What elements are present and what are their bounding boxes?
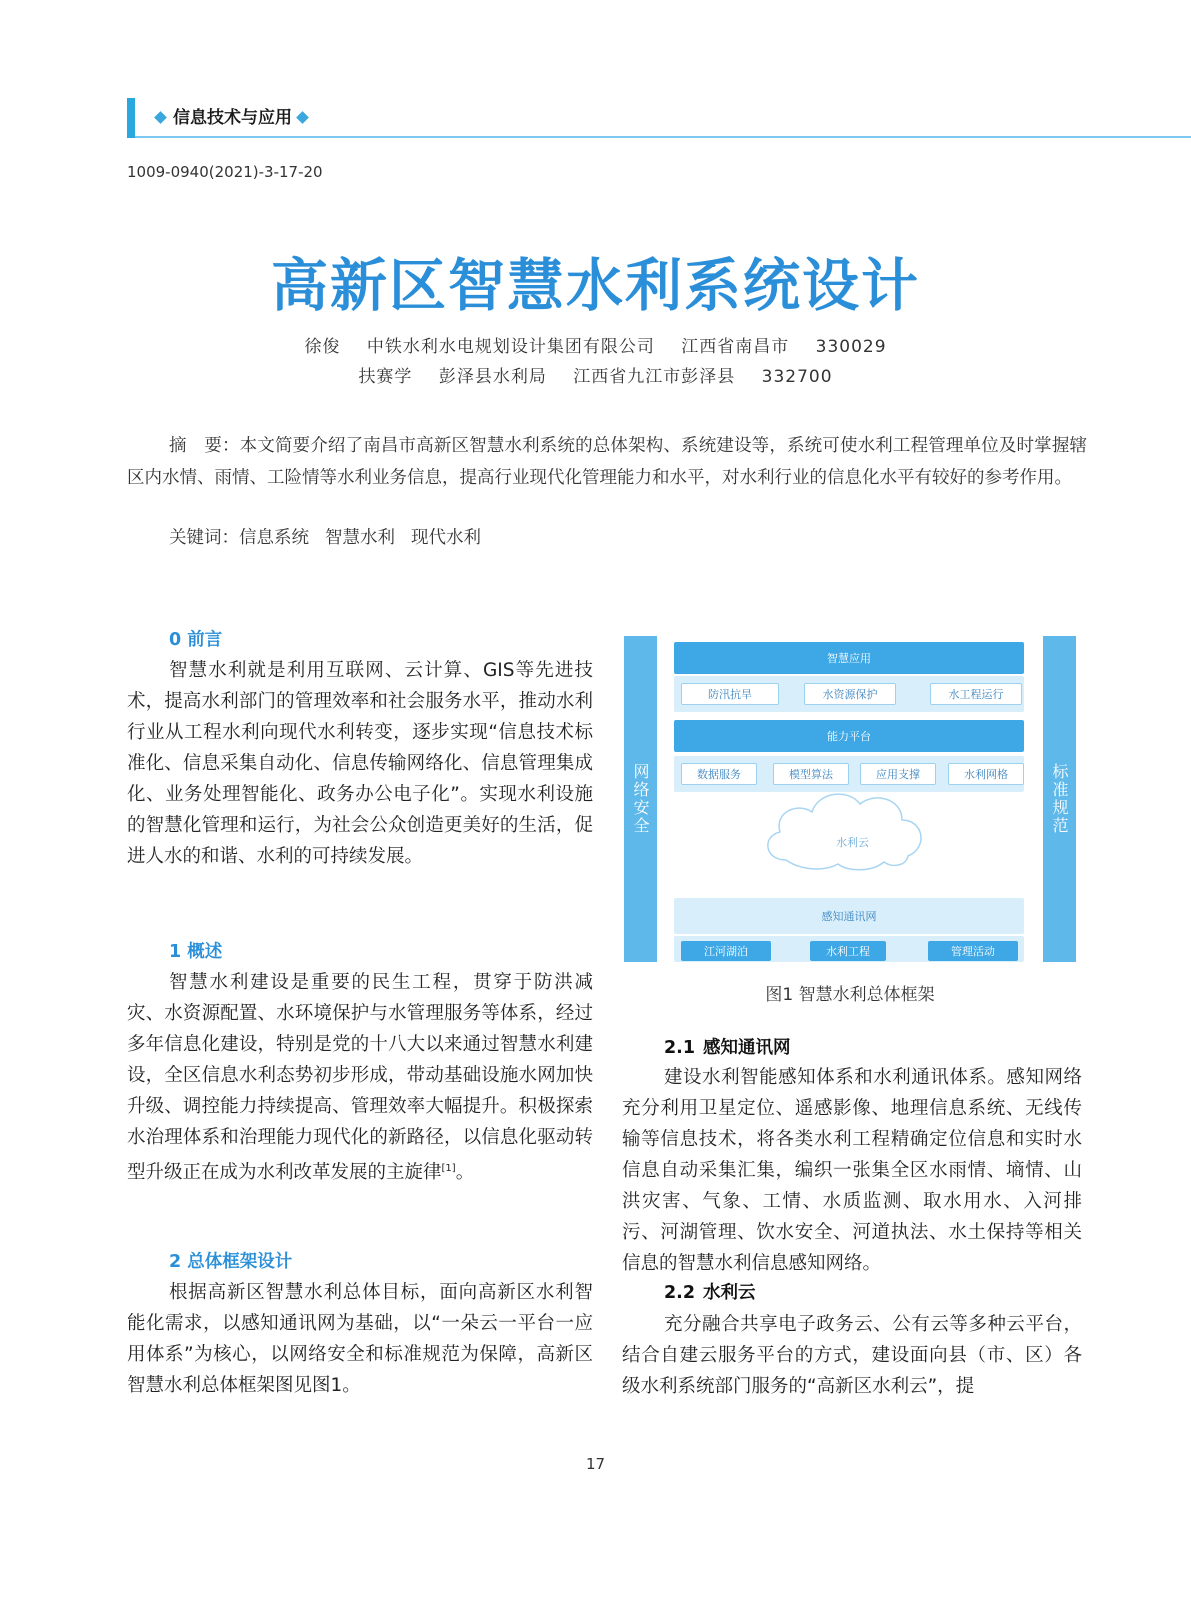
- network-item: 水利工程: [810, 941, 886, 961]
- framework-figure: [624, 636, 1076, 964]
- subsection-body: 建设水利智能感知体系和水利通讯体系。感知网络充分利用卫星定位、遥感影像、地理信息系统、无线传输等信息技术，将各类水利工程精确定位信息和实时水信息自动采集汇集，编织一张集全区水雨情、墒情、山洪灾害、气象、工情、水质监测、取水用水、入河排污、河湖管理、饮水安全、河道执法、水土保持等相关信息的智慧水利信息感知网络。: [622, 1067, 1082, 1274]
- author-line: [0, 332, 1191, 357]
- platform-item: 应用支撑: [860, 763, 936, 785]
- author-org: 中铁水利水电规划设计集团有限公司: [366, 337, 655, 357]
- section-text: 智慧水利建设是重要的民生工程，贯穿于防洪减灾、水资源配置、水环境保护与水管理服务等体系，经过多年信息化建设，特别是党的十八大以来通过智慧水利建设，全区信息水利态势初步形成，带动基础设施水网加快升级、调控能力持续提高、管理效率大幅提升。积极探索水治理体系和治理能力现代化的新路径，以信息化驱动转型升级正在成为水利改革发展的主旋律: [127, 972, 593, 1184]
- keyword: 信息系统: [239, 528, 309, 548]
- keywords: [169, 524, 497, 549]
- subsection-heading: [664, 1279, 756, 1304]
- diamond-icon: [296, 111, 309, 124]
- section-body: 根据高新区智慧水利总体目标，面向高新区水利智能化需求，以感知通讯网为基础，以“一朵云一平台一应用体系”为核心，以网络安全和标准规范为保障，高新区智慧水利总体框架图见图1。: [127, 1282, 593, 1396]
- keyword: 现代水利: [411, 528, 481, 548]
- network-item: 江河湖泊: [681, 941, 771, 961]
- section-header: [150, 104, 315, 132]
- author-line: [0, 362, 1191, 387]
- network-item: 管理活动: [928, 941, 1018, 961]
- app-item: 水工程运行: [930, 683, 1022, 705]
- cloud-label: 水利云: [836, 836, 869, 849]
- header-accent-bar: [127, 98, 135, 138]
- app-item: 水资源保护: [804, 683, 896, 705]
- author-postcode: 330029: [815, 337, 887, 357]
- platform-layer-title: 能力平台: [674, 720, 1024, 752]
- keywords-label: 关键词：: [169, 528, 239, 548]
- cloud-icon: [756, 786, 932, 878]
- page-number: 17: [585, 1455, 606, 1473]
- app-item: 防汛抗旱: [681, 683, 779, 705]
- subsection-heading: [664, 1034, 791, 1059]
- section-text-tail: 。: [455, 1162, 475, 1184]
- header-rule: [135, 136, 1191, 138]
- network-security-bar: 网络安全: [624, 636, 657, 962]
- section-header-label: 信息技术与应用: [173, 108, 292, 128]
- subsection-title: 水利云: [703, 1283, 756, 1303]
- figure-caption: 图1 智慧水利总体框架: [765, 985, 935, 1005]
- author-name: 扶赛学: [358, 367, 413, 387]
- diamond-icon: [154, 111, 167, 124]
- author-name: 徐俊: [304, 337, 341, 357]
- author-postcode: 332700: [761, 367, 833, 387]
- author-place: 江西省九江市彭泽县: [573, 367, 736, 387]
- citation-ref: [1]: [441, 1163, 456, 1174]
- platform-item: 数据服务: [681, 763, 757, 785]
- standards-bar: 标准规范: [1043, 636, 1076, 962]
- subsection-number: 2.1: [664, 1038, 696, 1058]
- section-heading: 1 概述: [169, 942, 223, 962]
- subsection-title: 感知通讯网: [703, 1038, 791, 1058]
- section-body: 智慧水利就是利用互联网、云计算、GIS等先进技术，提高水利部门的管理效率和社会服务水平，推动水利行业从工程水利向现代水利转变，逐步实现“信息技术标准化、信息采集自动化、信息传输网络化、信息管理集成化、业务处理智能化、政务办公电子化”。实现水利设施的智慧化管理和运行，为社会公众创造更美好的生活，促进人水的和谐、水利的可持续发展。: [127, 660, 593, 867]
- app-layer-title: 智慧应用: [674, 642, 1024, 674]
- keyword: 智慧水利: [325, 528, 395, 548]
- platform-item: 水利网格: [948, 763, 1024, 785]
- section-heading: 2 总体框架设计: [169, 1252, 293, 1272]
- abstract: 摘 要：本文简要介绍了南昌市高新区智慧水利系统的总体架构、系统建设等，系统可使水利工程管理单位及时掌握辖区内水情、雨情、工险情等水利业务信息，提高行业现代化管理能力和水平，对水利行业的信息化水平有较好的参考作用。: [127, 436, 1087, 488]
- section-heading: 0 前言: [169, 630, 223, 650]
- author-place: 江西省南昌市: [681, 337, 790, 357]
- author-org: 彭泽县水利局: [438, 367, 547, 387]
- platform-item: 模型算法: [773, 763, 849, 785]
- section-body: [127, 967, 593, 1188]
- subsection-number: 2.2: [664, 1283, 696, 1303]
- subsection-body: 充分融合共享电子政务云、公有云等多种云平台，结合自建云服务平台的方式，建设面向县（市、区）各级水利系统部门服务的“高新区水利云”，提: [622, 1314, 1082, 1397]
- network-layer-title: 感知通讯网: [674, 898, 1024, 934]
- document-code: 1009-0940(2021)-3-17-20: [127, 163, 323, 181]
- page-title: 高新区智慧水利系统设计: [271, 253, 920, 319]
